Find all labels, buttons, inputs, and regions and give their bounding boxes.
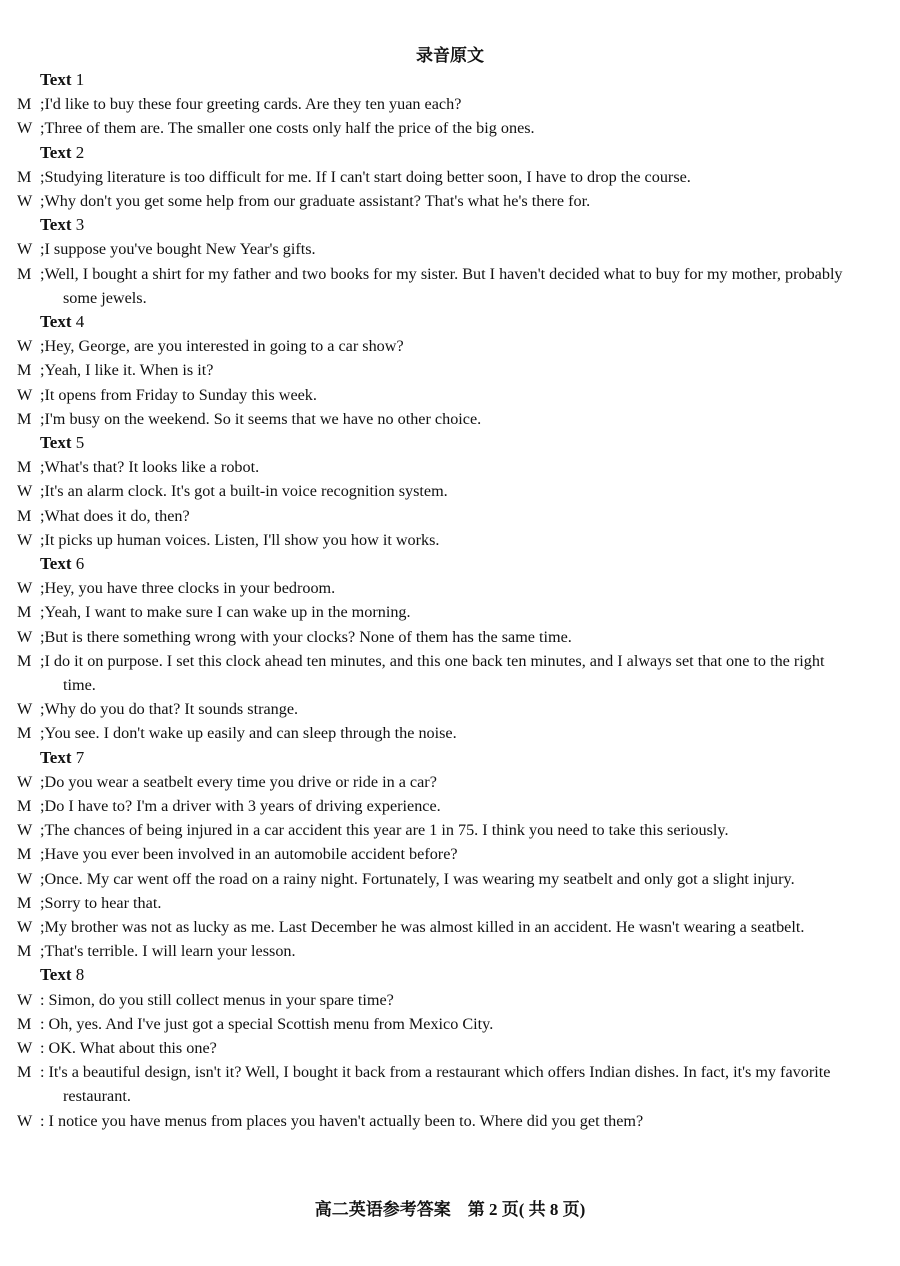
dialogue-line: M : It's a beautiful design, isn't it? Well, I bought it back from a restaurant which offers Indian dishes. In fact, it's my favorite restaurant. [17, 1063, 831, 1106]
section-heading [40, 141, 860, 165]
dialogue-line: M ;You see. I don't wake up easily and can sleep through the noise. [17, 724, 457, 743]
speaker-separator: ; [40, 651, 45, 670]
speaker-separator: ; [40, 458, 45, 477]
dialogue-text: Have you ever been involved in an automobile accident before? [44, 845, 458, 864]
speaker-separator: : [40, 1111, 49, 1130]
section-heading [40, 746, 860, 770]
speaker-separator: ; [40, 337, 45, 356]
section-number: 3 [75, 215, 85, 235]
speaker-separator: ; [40, 700, 45, 719]
dialogue-text: Three of them are. The smaller one costs only half the price of the big ones. [44, 119, 535, 138]
dialogue-line: W : I notice you have menus from places you haven't actually been to. Where did you get them? [17, 1111, 644, 1130]
speaker-separator: ; [40, 95, 45, 114]
dialogue-line: M ;That's terrible. I will learn your lesson. [17, 942, 296, 961]
section-number: 2 [75, 142, 85, 162]
speaker-separator: : [40, 990, 49, 1009]
dialogue-line: W ;It picks up human voices. Listen, I'll show you how it works. [17, 530, 440, 549]
speaker-separator: ; [40, 627, 45, 646]
section-label: Text [40, 215, 72, 235]
speaker-separator: ; [40, 845, 45, 864]
speaker-separator: ; [40, 796, 45, 815]
dialogue-line: W ;Once. My car went off the road on a rainy night. Fortunately, I was wearing my seatbelt and only got a slight injury. [17, 869, 795, 888]
speaker-separator: ; [40, 918, 45, 936]
dialogue-text: It opens from Friday to Sunday this week. [44, 385, 317, 404]
dialogue-text: I notice you have menus from places you haven't actually been to. Where did you get them? [48, 1111, 644, 1130]
speaker-separator: ; [40, 240, 45, 259]
speaker-separator: ; [40, 821, 45, 840]
dialogue-text: Simon, do you still collect menus in your spare time? [48, 990, 394, 1009]
speaker-separator: : [40, 1039, 49, 1057]
speaker-separator: ; [40, 361, 45, 380]
dialogue-line: W ;My brother was not as lucky as me. Last December he was almost killed in an accident. He wasn't wearing a seatbelt. [17, 918, 805, 936]
dialogue-line: M ;What does it do, then? [17, 506, 190, 525]
dialogue-line: W ;Why do you do that? It sounds strange. [17, 700, 299, 719]
dialogue-text: What's that? It looks like a robot. [44, 458, 260, 477]
transcript-page [17, 44, 860, 1133]
dialogue-line: W ;The chances of being injured in a car accident this year are 1 in 75. I think you need to take this seriously. [17, 821, 729, 840]
dialogue-line: W : OK. What about this one? [17, 1039, 217, 1057]
dialogue-text: But is there something wrong with your clocks? None of them has the same time. [44, 627, 572, 646]
dialogue-text: It picks up human voices. Listen, I'll show you how it works. [44, 530, 440, 549]
section-label: Text [40, 965, 72, 985]
speaker-separator: ; [40, 482, 45, 501]
dialogue-line: W ;I suppose you've bought New Year's gifts. [17, 240, 316, 259]
dialogue-line: W ;Three of them are. The smaller one costs only half the price of the big ones. [17, 119, 535, 138]
dialogue-line: M ;What's that? It looks like a robot. [17, 458, 260, 477]
dialogue-line: W ;Why don't you get some help from our graduate assistant? That's what he's there for. [17, 191, 591, 210]
section-heading [40, 68, 860, 92]
speaker-separator: ; [40, 603, 45, 622]
section-heading [40, 552, 860, 576]
dialogue-text: The chances of being injured in a car accident this year are 1 in 75. I think you need to take this seriously. [44, 821, 729, 840]
dialogue-text: Well, I bought a shirt for my father and two books for my sister. But I haven't decided what to buy for my mother, probably some jewels. [44, 264, 843, 307]
speaker-separator: ; [40, 772, 45, 791]
dialogue-text: Do I have to? I'm a driver with 3 years of driving experience. [44, 796, 441, 815]
dialogue-text: You see. I don't wake up easily and can sleep through the noise. [44, 724, 457, 743]
speaker-separator: ; [40, 893, 45, 912]
speaker-separator: : [40, 1063, 49, 1082]
section-label: Text [40, 747, 72, 767]
dialogue-line: W ;It's an alarm clock. It's got a built-in voice recognition system. [17, 482, 448, 501]
dialogue-text: Why do you do that? It sounds strange. [44, 700, 299, 719]
dialogue-text: Why don't you get some help from our graduate assistant? That's what he's there for. [44, 191, 591, 210]
dialogue-line: W ;Do you wear a seatbelt every time you drive or ride in a car? [17, 772, 437, 791]
dialogue-line: M ;Studying literature is too difficult for me. If I can't start doing better soon, I have to drop the course. [17, 167, 691, 186]
dialogue-text: That's terrible. I will learn your lesson. [44, 942, 296, 961]
dialogue-text: Studying literature is too difficult for me. If I can't start doing better soon, I have to drop the course. [44, 167, 691, 186]
dialogue-line: W ;Hey, George, are you interested in going to a car show? [17, 337, 404, 356]
dialogue-text: OK. What about this one? [48, 1039, 217, 1057]
dialogue-text: Oh, yes. And I've just got a special Scottish menu from Mexico City. [48, 1014, 494, 1033]
dialogue-line: M ;Yeah, I like it. When is it? [17, 361, 214, 380]
speaker-separator: ; [40, 579, 45, 598]
dialogue-line: M ;Well, I bought a shirt for my father and two books for my sister. But I haven't decided what to buy for my mother, probably some jewels. [17, 264, 843, 307]
section-label: Text [40, 553, 72, 573]
dialogue-text: I'd like to buy these four greeting cards. Are they ten yuan each? [44, 95, 462, 114]
dialogue-text: I'm busy on the weekend. So it seems that we have no other choice. [44, 409, 482, 428]
dialogue-text: Yeah, I want to make sure I can wake up in the morning. [44, 603, 411, 622]
section-label: Text [40, 311, 72, 331]
section-number: 4 [75, 311, 85, 331]
section-heading [40, 963, 860, 987]
dialogue-line: W : Simon, do you still collect menus in your spare time? [17, 990, 394, 1009]
dialogue-line: M ;I do it on purpose. I set this clock ahead ten minutes, and this one back ten minutes, and I always set that one to the right time. [17, 651, 825, 694]
dialogue-line: W ;It opens from Friday to Sunday this week. [17, 385, 317, 404]
section-number: 5 [75, 432, 85, 452]
speaker-separator: ; [40, 385, 45, 404]
dialogue-text: What does it do, then? [44, 506, 190, 525]
speaker-separator: ; [40, 119, 45, 138]
section-heading [40, 310, 860, 334]
dialogue-text: It's an alarm clock. It's got a built-in voice recognition system. [44, 482, 448, 501]
section-number: 8 [75, 965, 85, 985]
dialogue-text: My brother was not as lucky as me. Last December he was almost killed in an accident. He wasn't wearing a seatbelt. [44, 918, 805, 936]
speaker-separator: ; [40, 530, 45, 549]
dialogue-line: W ;But is there something wrong with your clocks? None of them has the same time. [17, 627, 572, 646]
dialogue-line: M ;I'm busy on the weekend. So it seems that we have no other choice. [17, 409, 482, 428]
dialogue-line: M ;Do I have to? I'm a driver with 3 years of driving experience. [17, 796, 441, 815]
speaker-separator: ; [40, 724, 45, 743]
speaker-separator: ; [40, 506, 45, 525]
section-label: Text [40, 432, 72, 452]
dialogue-line: M : Oh, yes. And I've just got a special Scottish menu from Mexico City. [17, 1014, 494, 1033]
section-label: Text [40, 70, 72, 89]
speaker-separator: ; [40, 869, 45, 888]
speaker-separator: ; [40, 264, 45, 283]
dialogue-line: W ;Hey, you have three clocks in your bedroom. [17, 579, 336, 598]
section-heading [40, 431, 860, 455]
transcript-body [17, 68, 860, 1133]
speaker-separator: ; [40, 191, 45, 210]
dialogue-text: I suppose you've bought New Year's gifts. [44, 240, 316, 259]
page-footer: 高二英语参考答案 第 2 页( 共 8 页) [314, 1200, 586, 1219]
speaker-separator: : [40, 1014, 49, 1033]
dialogue-text: It's a beautiful design, isn't it? Well, I bought it back from a restaurant which offers Indian dishes. In fact, it's my favorite restaurant. [48, 1063, 831, 1106]
speaker-separator: ; [40, 942, 45, 961]
section-number: 6 [75, 553, 85, 573]
dialogue-text: Hey, you have three clocks in your bedroom. [44, 579, 336, 598]
dialogue-text: Sorry to hear that. [44, 893, 162, 912]
section-heading [40, 213, 860, 237]
page-title: 录音原文 [416, 46, 484, 65]
dialogue-line: M ;Have you ever been involved in an automobile accident before? [17, 845, 458, 864]
dialogue-text: Hey, George, are you interested in going to a car show? [44, 337, 404, 356]
dialogue-text: Do you wear a seatbelt every time you drive or ride in a car? [44, 772, 437, 791]
dialogue-line: M ;I'd like to buy these four greeting cards. Are they ten yuan each? [17, 95, 462, 114]
section-number: 7 [75, 747, 85, 767]
speaker-separator: ; [40, 409, 45, 428]
dialogue-line: M ;Yeah, I want to make sure I can wake up in the morning. [17, 603, 411, 622]
dialogue-text: Once. My car went off the road on a rainy night. Fortunately, I was wearing my seatbelt and only got a slight injury. [44, 869, 795, 888]
dialogue-text: Yeah, I like it. When is it? [44, 361, 214, 380]
section-label: Text [40, 142, 72, 162]
speaker-separator: ; [40, 167, 45, 186]
dialogue-line: M ;Sorry to hear that. [17, 893, 162, 912]
section-number: 1 [75, 70, 85, 89]
dialogue-text: I do it on purpose. I set this clock ahead ten minutes, and this one back ten minutes, and I always set that one to the right time. [44, 651, 825, 694]
